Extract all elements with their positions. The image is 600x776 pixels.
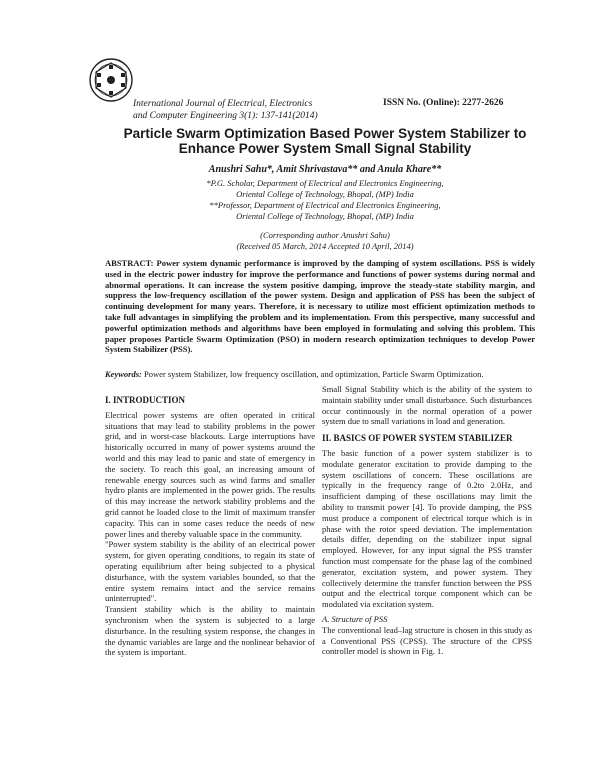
received-dates: (Received 05 March, 2014 Accepted 10 April, 2014) <box>236 241 414 251</box>
affiliations <box>120 178 530 222</box>
issn-number: ISSN No. (Online): 2277-2626 <box>383 98 504 108</box>
abstract: ABSTRACT: Power system dynamic performance is improved by the damping of system oscillations. PSS is widely used in the electric power industry for improve the performance and functions of power systems during normal and abnormal operations. It can increase the system positive damping, improve the steady-state stability margin, and suppress the low-frequency oscillation of the power system. Design and application of PSS has been the subject of continuing development for many years. Therefore, it is necessary to utilize most efficient optimization methods to take full advantages in simplifying the problem and its implementation. From this perspective, many successful and powerful optimization methods and algorithms have been employed in formulating and solving this problem. This paper proposes Particle Swarm Optimization (PSO) in modern research optimization techniques to develop Power System Stabilizer (PSS). <box>105 258 535 355</box>
paragraph: "Power system stability is the ability of an electrical power system, for given operating conditions, to regain its state of operating equilibrium after being subjected to a physical disturbance, with the system variables bounded, so that the entire system remains intact and the service remains uninterrupted". <box>105 539 315 604</box>
affiliation-line: Oriental College of Technology, Bhopal, (MP) India <box>236 211 414 221</box>
title-line-2: Enhance Power System Small Signal Stability <box>178 141 472 156</box>
journal-line-2: and Computer Engineering 3(1): 137-141(2014) <box>133 111 318 121</box>
section-heading-pss-basics: II. BASICS OF POWER SYSTEM STABILIZER <box>322 433 513 444</box>
keywords-label: Keywords: <box>105 369 142 379</box>
right-column <box>322 384 532 657</box>
paragraph: The conventional lead–lag structure is chosen in this study as a Conventional PSS (CPSS). The structure of the CPSS controller model is shown in Fig. 1. <box>322 624 532 657</box>
title-line-1: Particle Swarm Optimization Based Power System Stabilizer to <box>123 126 527 141</box>
paragraph: Small Signal Stability which is the ability of the system to maintain stability under small disturbance. Such disturbances occur continuously in the normal operation of a power system due to small variations in load and generation. <box>322 384 532 427</box>
paragraph: Electrical power systems are often operated in critical situations that may lead to stability problems in the power grid, and in worst-case blackouts. Large interruptions have historically occurred in many of power systems around the world and this may lead to panic and state of emergency in the society. To reach this goal, an increasing amount of renewable energy sources such as wind farms and smaller hydro plants are implemented in the power grids. The results of this may increase the network stability problems and the grid cannot be loaded close to the limit of maximum transfer capacity. This can in some cases reduce the needs of new power lines and thereby valuable space in the community. <box>105 409 315 539</box>
journal-line-1: International Journal of Electrical, Electronics <box>133 99 313 109</box>
author-list: Anushri Sahu*, Amit Shrivastava** and Anula Khare** <box>208 164 442 175</box>
left-column <box>105 395 315 658</box>
correspondence-block <box>120 230 530 252</box>
paragraph: The basic function of a power system stabilizer is to modulate generator excitation to provide damping to the system oscillations of concern. These oscillations are typically in the frequency range of 0.2to 2.0Hz, and insufficient damping of these oscillations may limit the ability to transmit power [4]. To provide damping, the PSS must produce a component of electrical torque which is in phase with the rotor speed deviation. The implementation details differ, depending on the stabilizer input signal employed. However, for any input signal the PSS transfer function must compensate for the phase lag of the combined generator, excitation system, and power system. They collectively determine the transfer function between the PSS output and the electrical torque component which can be modulated via excitation system. <box>322 447 532 610</box>
section-heading-introduction: I. INTRODUCTION <box>105 395 186 405</box>
journal-citation <box>133 98 353 122</box>
subsection-heading-structure: A. Structure of PSS <box>322 613 388 624</box>
keywords <box>105 369 535 380</box>
keywords-text: Power system Stabilizer, low frequency oscillation, and optimization, Particle Swarm Optimization. <box>143 369 484 379</box>
journal-logo <box>88 57 134 103</box>
affiliation-line: *P.G. Scholar, Department of Electrical and Electronics Engineering, <box>206 178 444 188</box>
affiliation-line: **Professor, Department of Electrical and Electronics Engineering, <box>209 200 441 210</box>
affiliation-line: Oriental College of Technology, Bhopal, (MP) India <box>236 189 414 199</box>
corresponding-author: (Corresponding author Anushri Sahu) <box>260 230 390 240</box>
paragraph: Transient stability which is the ability to maintain synchronism when the system is subjected to a large disturbance. In the resulting system response, the changes in the dynamic variables are large and the nonlinear behavior of the system is important. <box>105 604 315 658</box>
paper-title <box>120 126 530 156</box>
